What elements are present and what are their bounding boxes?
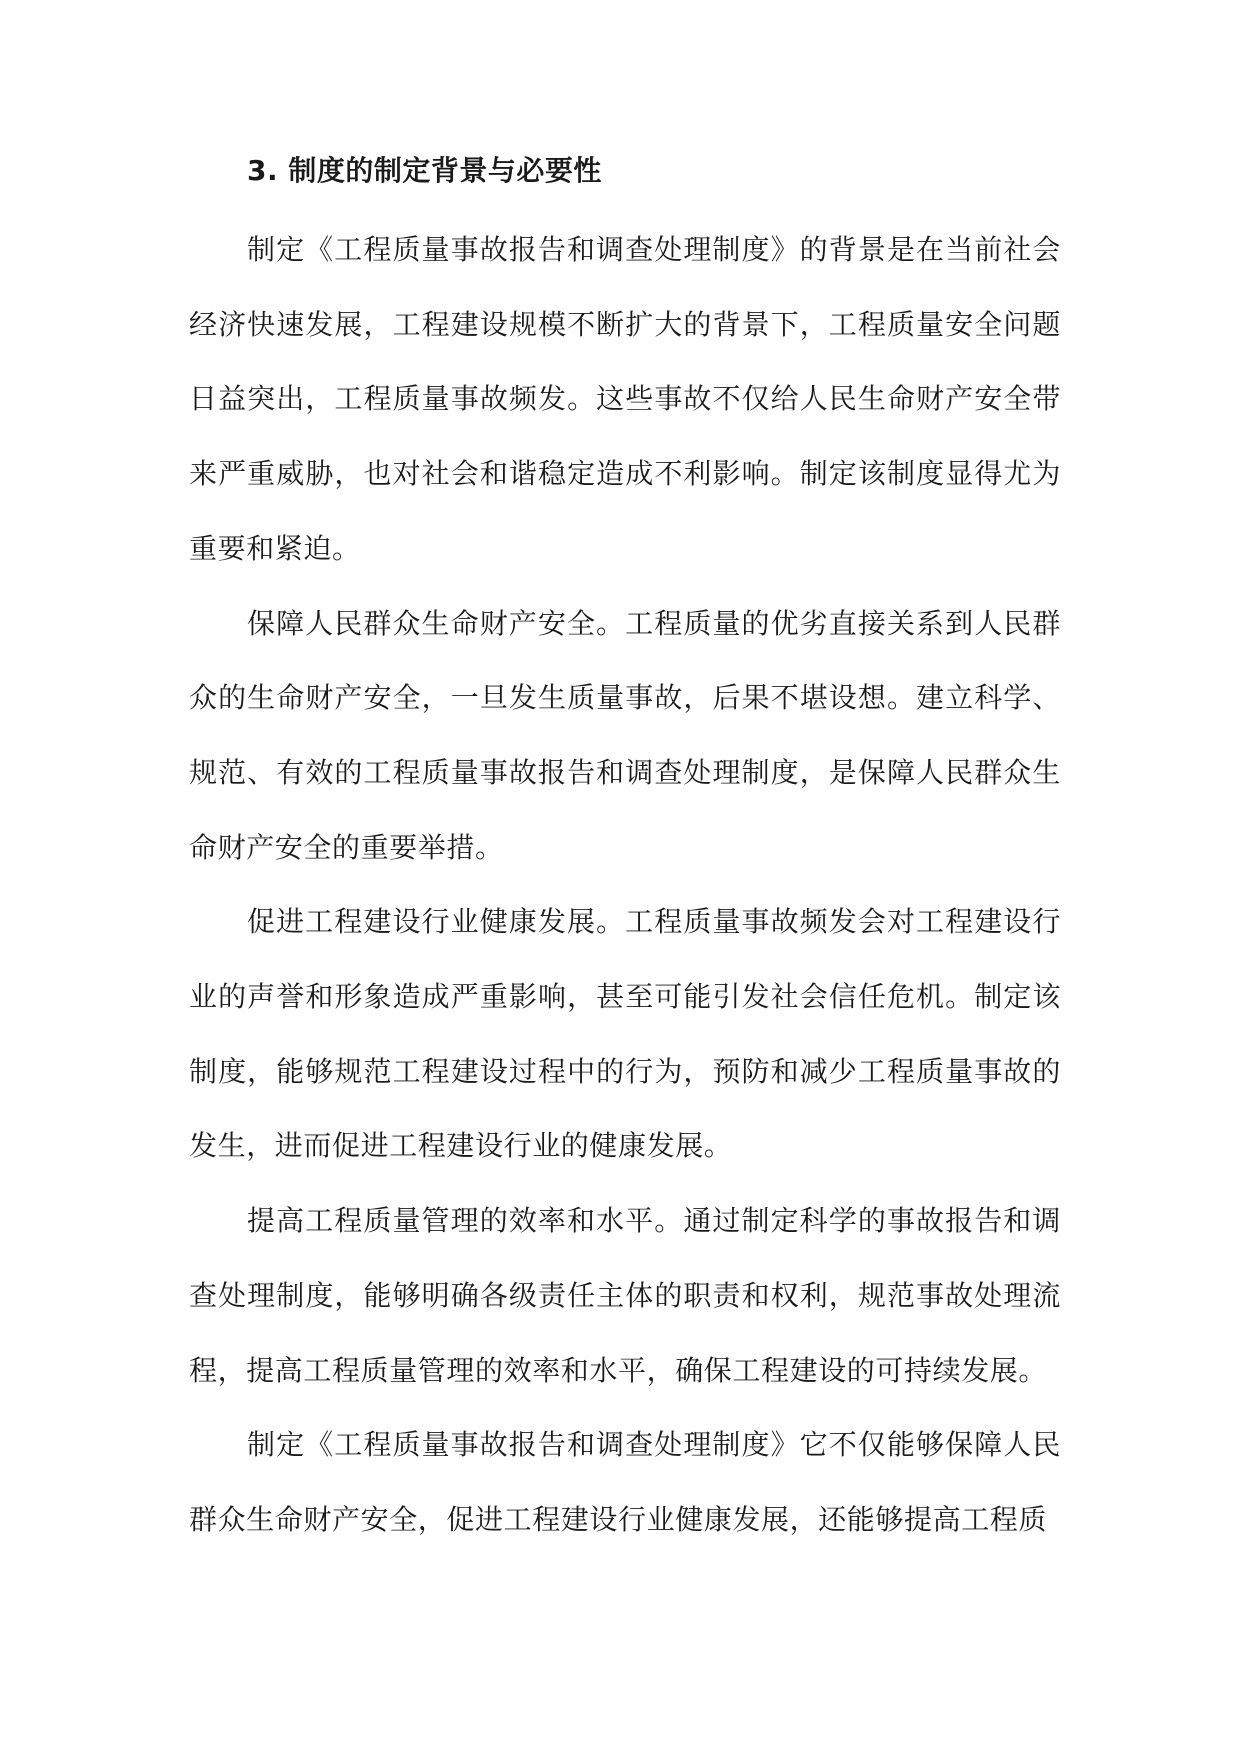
- paragraph-industry: 促进工程建设行业健康发展。工程质量事故频发会对工程建设行业的声誉和形象造成严重影响，甚至可能引发社会信任危机。制定该制度，能够规范工程建设过程中的行为，预防和减少工程质量事故的发生，进而促进工程建设行业的健康发展。: [189, 905, 1061, 1163]
- paragraph-background: 制定《工程质量事故报告和调查处理制度》的背景是在当前社会经济快速发展，工程建设规模不断扩大的背景下，工程质量安全问题日益突出，工程质量事故频发。这些事故不仅给人民生命财产安全带来严重威胁，也对社会和谐稳定造成不利影响。制定该制度显得尤为重要和紧迫。: [189, 233, 1061, 565]
- paragraph-efficiency: 提高工程质量管理的效率和水平。通过制定科学的事故报告和调查处理制度，能够明确各级责任主体的职责和权利，规范事故处理流程，提高工程质量管理的效率和水平，确保工程建设的可持续发展。: [189, 1204, 1061, 1387]
- paragraph-safety: 保障人民群众生命财产安全。工程质量的优劣直接关系到人民群众的生命财产安全，一旦发生质量事故，后果不堪设想。建立科学、规范、有效的工程质量事故报告和调查处理制度，是保障人民群众生命财产安全的重要举措。: [189, 606, 1061, 864]
- section-heading: 3. 制度的制定背景与必要性: [247, 154, 602, 187]
- paragraph-conclusion: 制定《工程质量事故报告和调查处理制度》它不仅能够保障人民群众生命财产安全，促进工程建设行业健康发展，还能够提高工程质: [189, 1428, 1061, 1536]
- document-body: [189, 146, 1061, 1558]
